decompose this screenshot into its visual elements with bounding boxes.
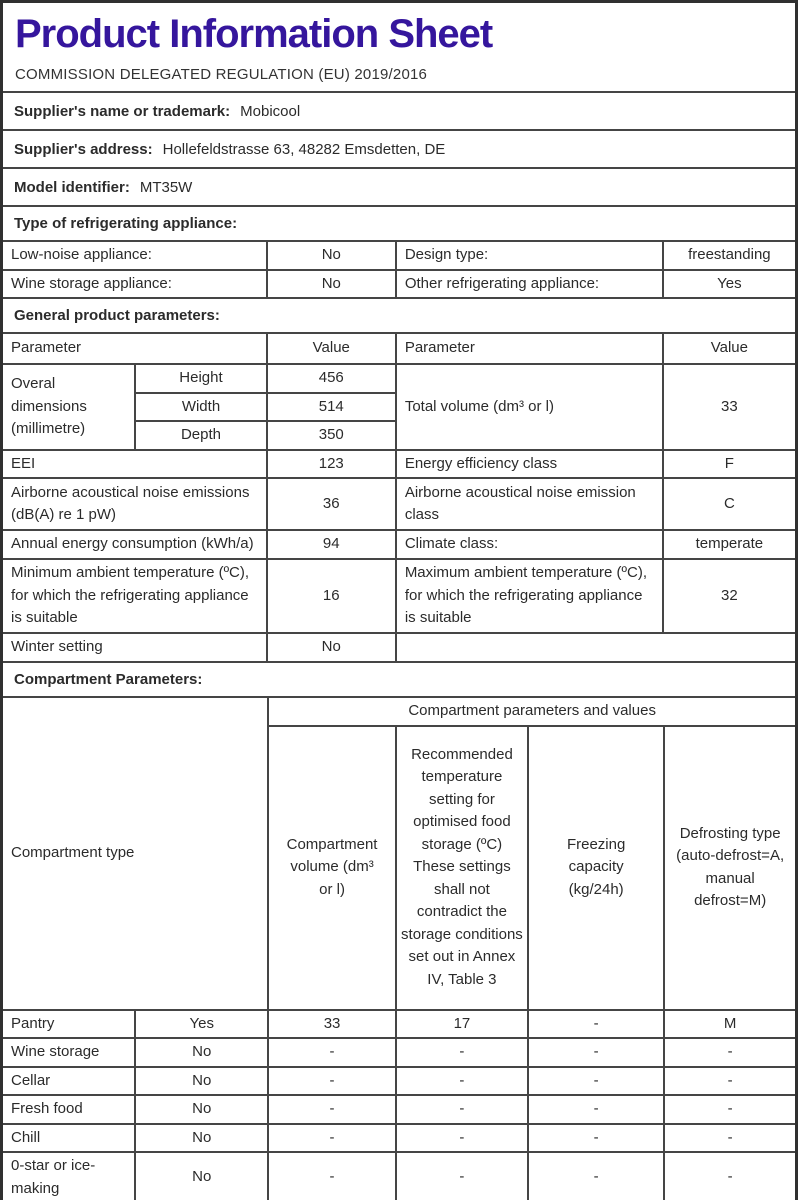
value-cell: 32 [663, 559, 795, 633]
value-cell: - [396, 1152, 528, 1200]
supplier-name-row [3, 91, 795, 129]
value-cell: - [396, 1038, 528, 1067]
general-section-heading: General product parameters: [3, 297, 795, 332]
value-cell: - [268, 1038, 396, 1067]
param-cell: Airborne acoustical noise emission class [396, 478, 663, 530]
value-cell: C [663, 478, 795, 530]
general-table-wrapper [3, 332, 795, 661]
group-header: Compartment parameters and values [268, 698, 795, 726]
column-header: Value [663, 334, 795, 364]
value-cell: - [528, 1038, 664, 1067]
value-cell: 33 [268, 1010, 396, 1039]
value-cell: No [135, 1095, 268, 1124]
column-header: Compartment volume (dm³ or l) [268, 726, 396, 1010]
param-cell: Wine storage appliance: [3, 270, 267, 298]
param-cell: Maximum ambient temperature (ºC), for which the refrigerating appliance is suitable [396, 559, 663, 633]
value-cell: M [664, 1010, 795, 1039]
value-cell: freestanding [663, 242, 795, 270]
table-row [3, 530, 795, 559]
type-section-heading: Type of refrigerating appliance: [3, 205, 795, 240]
value-cell: - [396, 1124, 528, 1153]
table-row [3, 1067, 795, 1096]
supplier-address-label: Supplier's address: [14, 140, 153, 158]
compartment-type-cell: Pantry [3, 1010, 135, 1039]
value-cell: No [135, 1038, 268, 1067]
value-cell: - [664, 1095, 795, 1124]
table-row [3, 270, 795, 298]
dimension-name-cell: Height [135, 364, 266, 393]
param-cell: Low-noise appliance: [3, 242, 267, 270]
value-cell: 36 [267, 478, 396, 530]
value-cell: - [396, 1067, 528, 1096]
compartment-type-cell: Fresh food [3, 1095, 135, 1124]
type-table-wrapper [3, 240, 795, 297]
value-cell: - [268, 1067, 396, 1096]
value-cell: Yes [135, 1010, 268, 1039]
table-row [3, 364, 795, 393]
value-cell: No [267, 633, 396, 661]
table-row [3, 1010, 795, 1039]
value-cell: - [664, 1152, 795, 1200]
column-header: Freezing capacity (kg/24h) [528, 726, 664, 1010]
param-cell: Total volume (dm³ or l) [396, 364, 663, 450]
column-header: Value [267, 334, 396, 364]
dimension-name-cell: Width [135, 393, 266, 422]
value-cell: No [135, 1124, 268, 1153]
compartment-type-cell: Chill [3, 1124, 135, 1153]
value-cell: 456 [267, 364, 396, 393]
value-cell: 123 [267, 450, 396, 479]
param-cell: Winter setting [3, 633, 267, 661]
compartment-type-cell: Wine storage [3, 1038, 135, 1067]
regulation-subtitle: COMMISSION DELEGATED REGULATION (EU) 2019/2016 [15, 66, 428, 83]
param-cell: Other refrigerating appliance: [396, 270, 663, 298]
value-cell: - [528, 1010, 664, 1039]
value-cell: No [135, 1152, 268, 1200]
column-header: Recommended temperature setting for optimised food storage (ºC) These settings shall not contradict the storage conditions set out in Annex IV, Table 3 [396, 726, 528, 1010]
value-cell: - [528, 1124, 664, 1153]
param-cell: Energy efficiency class [396, 450, 663, 479]
value-cell: 350 [267, 421, 396, 450]
param-cell: Overal dimensions (millimetre) [3, 364, 135, 450]
table-header-row [3, 334, 795, 364]
value-cell: 16 [267, 559, 396, 633]
value-cell: 514 [267, 393, 396, 422]
model-identifier-value: MT35W [139, 178, 193, 196]
param-cell: Design type: [396, 242, 663, 270]
value-cell: - [396, 1095, 528, 1124]
value-cell: - [528, 1067, 664, 1096]
table-row [3, 450, 795, 479]
dimension-name-cell: Depth [135, 421, 266, 450]
column-header: Defrosting type (auto-defrost=A, manual defrost=M) [664, 726, 795, 1010]
value-cell: - [268, 1095, 396, 1124]
value-cell: temperate [663, 530, 795, 559]
title-block [3, 3, 795, 91]
table-row [3, 242, 795, 270]
param-cell: EEI [3, 450, 267, 479]
supplier-name-label: Supplier's name or trademark: [14, 102, 231, 120]
model-identifier-label: Model identifier: [14, 178, 130, 196]
page-title: Product Information Sheet [15, 12, 493, 56]
general-table [3, 334, 795, 661]
value-cell: 33 [663, 364, 795, 450]
value-cell: No [267, 270, 396, 298]
value-cell: F [663, 450, 795, 479]
table-row [3, 1095, 795, 1124]
value-cell: Yes [663, 270, 795, 298]
compartment-table-wrapper [3, 696, 795, 1200]
column-header: Parameter [396, 334, 663, 364]
table-header-row [3, 698, 795, 726]
compartment-type-cell: Cellar [3, 1067, 135, 1096]
value-cell: - [528, 1095, 664, 1124]
type-table [3, 242, 795, 297]
value-cell: - [268, 1152, 396, 1200]
table-row [3, 478, 795, 530]
param-cell: Annual energy consumption (kWh/a) [3, 530, 267, 559]
value-cell: - [664, 1038, 795, 1067]
table-row [3, 1152, 795, 1200]
table-row [3, 633, 795, 661]
compartment-type-cell: 0-star or ice-making [3, 1152, 135, 1200]
supplier-name-value: Mobicool [240, 102, 301, 120]
table-row [3, 1124, 795, 1153]
value-cell: - [664, 1124, 795, 1153]
compartment-section-heading: Compartment Parameters: [3, 661, 795, 696]
value-cell: No [267, 242, 396, 270]
param-cell: Climate class: [396, 530, 663, 559]
model-identifier-row [3, 167, 795, 205]
column-header: Parameter [3, 334, 267, 364]
compartment-table [3, 698, 795, 1200]
table-row [3, 1038, 795, 1067]
value-cell: - [528, 1152, 664, 1200]
column-header: Compartment type [3, 698, 268, 1010]
value-cell: 94 [267, 530, 396, 559]
supplier-address-row [3, 129, 795, 167]
empty-cell [396, 633, 795, 661]
value-cell: No [135, 1067, 268, 1096]
param-cell: Minimum ambient temperature (ºC), for which the refrigerating appliance is suitable [3, 559, 267, 633]
param-cell: Airborne acoustical noise emissions (dB(A) re 1 pW) [3, 478, 267, 530]
value-cell: - [664, 1067, 795, 1096]
value-cell: 17 [396, 1010, 528, 1039]
value-cell: - [268, 1124, 396, 1153]
supplier-address-value: Hollefeldstrasse 63, 48282 Emsdetten, DE [162, 140, 446, 158]
table-row [3, 559, 795, 633]
